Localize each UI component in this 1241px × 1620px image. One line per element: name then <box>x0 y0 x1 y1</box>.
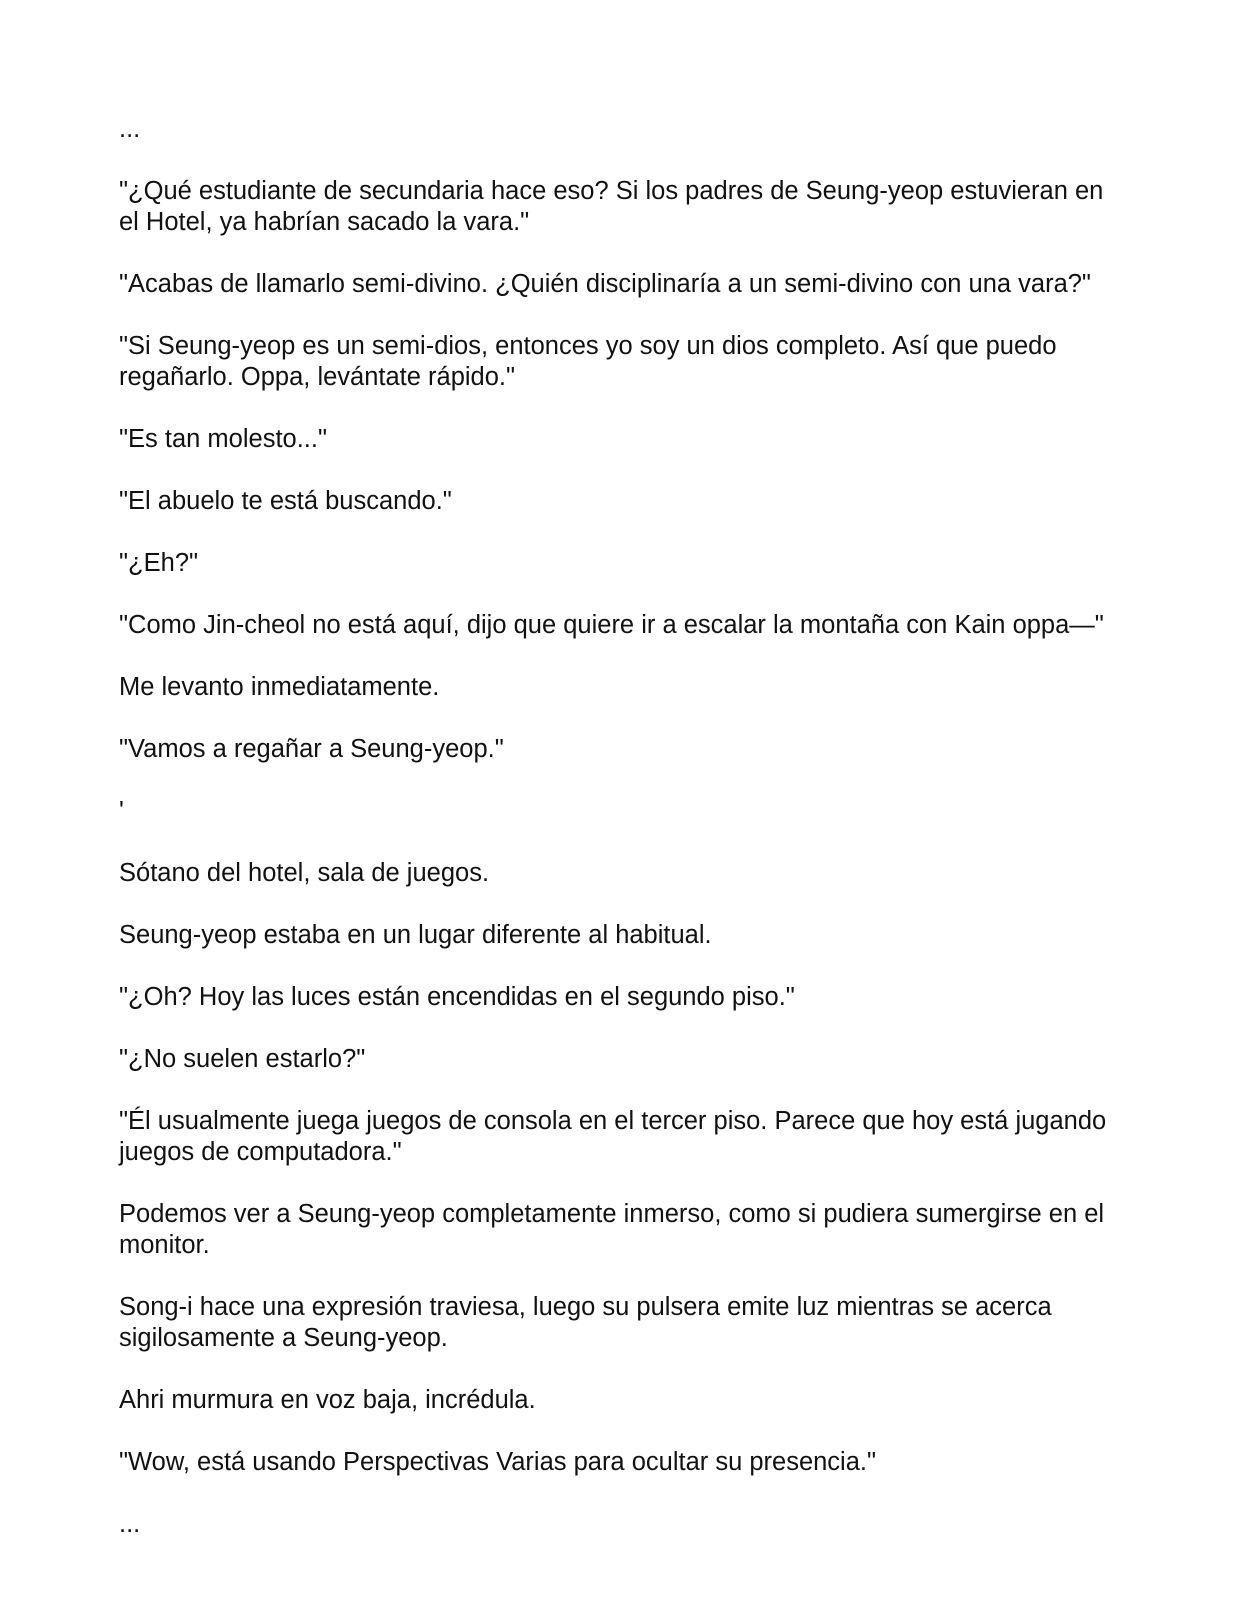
paragraph: "El abuelo te está buscando." <box>119 487 452 515</box>
scene-break-mark: ' <box>119 797 124 825</box>
paragraph-ellipsis-end: ... <box>119 1510 141 1538</box>
paragraph: "Si Seung-yeop es un semi-dios, entonces yo soy un dios completo. Así que puedo regañarlo. Oppa, levántate rápido." <box>119 332 1057 391</box>
paragraph: Ahri murmura en voz baja, incrédula. <box>119 1386 536 1414</box>
paragraph: Seung-yeop estaba en un lugar diferente al habitual. <box>119 921 712 949</box>
paragraph: "Acabas de llamarlo semi-divino. ¿Quién disciplinaría a un semi-divino con una vara?" <box>119 270 1091 298</box>
paragraph: "Él usualmente juega juegos de consola en el tercer piso. Parece que hoy está jugando juegos de computadora." <box>119 1107 1107 1166</box>
paragraph: "Wow, está usando Perspectivas Varias para ocultar su presencia." <box>119 1448 877 1476</box>
paragraph-ellipsis-start: ... <box>119 115 141 143</box>
paragraph: "¿No suelen estarlo?" <box>119 1045 366 1073</box>
paragraph: "¿Eh?" <box>119 549 199 577</box>
paragraph: "Es tan molesto..." <box>119 425 328 453</box>
paragraph: "Como Jin-cheol no está aquí, dijo que quiere ir a escalar la montaña con Kain oppa—" <box>119 611 1104 639</box>
paragraph: "¿Qué estudiante de secundaria hace eso? Si los padres de Seung-yeop estuvieran en el Hotel, ya habrían sacado la vara." <box>119 177 1104 236</box>
paragraph: Podemos ver a Seung-yeop completamente inmerso, como si pudiera sumergirse en el monitor. <box>119 1200 1105 1259</box>
paragraph: Song-i hace una expresión traviesa, luego su pulsera emite luz mientras se acerca sigilosamente a Seung-yeop. <box>119 1293 1052 1352</box>
paragraph: Me levanto inmediatamente. <box>119 673 440 701</box>
body-text <box>119 114 1129 1540</box>
paragraph: "¿Oh? Hoy las luces están encendidas en el segundo piso." <box>119 983 795 1011</box>
paragraph: Sótano del hotel, sala de juegos. <box>119 859 490 887</box>
paragraph: "Vamos a regañar a Seung-yeop." <box>119 735 504 763</box>
